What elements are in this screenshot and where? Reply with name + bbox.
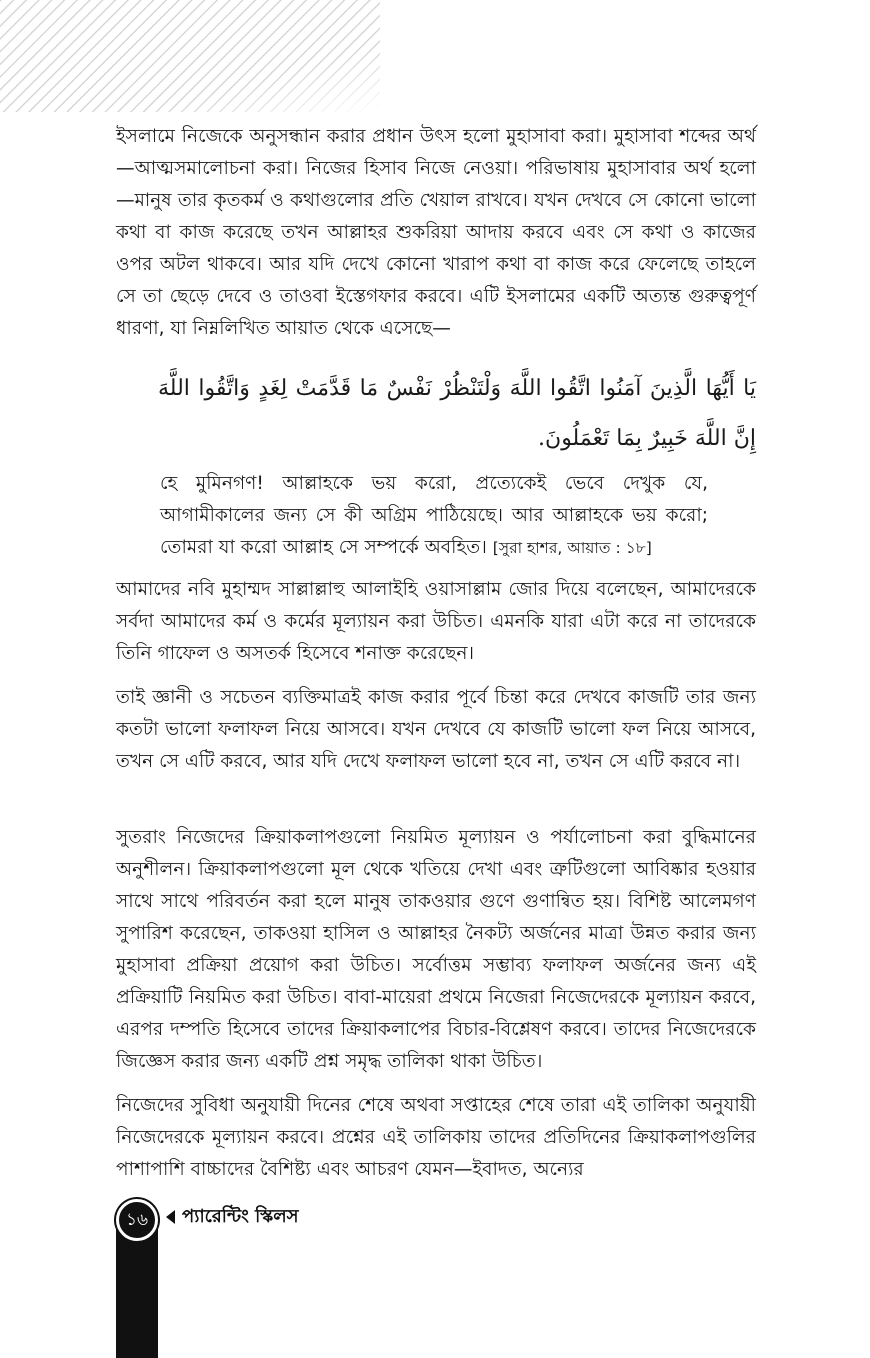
verse-translation [160,468,708,564]
verse-reference: [সুরা হাশর, আয়াত : ১৮] [492,539,652,557]
page-number: ১৬ [116,1199,158,1241]
quran-verse-block [158,364,756,464]
paragraph-prophet-emphasis: আমাদের নবি মুহাম্মদ সাল্লাল্লাহু আলাইহি ওয়াসাল্লাম জোর দিয়ে বলেছেন, আমাদেরকে সর্বদা আমাদের কর্ম ও কর্মের মূল্যায়ন করা উচিত। এমনকি যারা এটা করে না তাদেরকে তিনি গাফেল ও অসতর্ক হিসেবে শনাক্ত করেছেন। [116,579,756,664]
left-arrow-icon [166,1210,175,1224]
paragraph-wise-person: তাই জ্ঞানী ও সচেতন ব্যক্তিমাত্রই কাজ করার পূর্বে চিন্তা করে দেখবে কাজটি তার জন্য কতটা ভালো ফলাফল নিয়ে আসবে। যখন দেখবে যে কাজটি ভালো ফল নিয়ে আসবে, তখন সে এটি করবে, আর যদি দেখে ফলাফল ভালো হবে না, তখন সে এটি করবে না। [116,687,756,772]
arabic-verse-line-2: إِنَّ اللَّهَ خَبِيرٌ بِمَا تَعْمَلُونَ. [538,426,756,451]
paragraph-checklist: নিজেদের সুবিধা অনুযায়ী দিনের শেষে অথবা সপ্তাহের শেষে তারা এই তালিকা অনুযায়ী নিজেদেরকে মূল্যায়ন করবে। প্রশ্নের এই তালিকায় তাদের প্রতিদিনের ক্রিয়াকলাপগুলির পাশাপাশি বাচ্চাদের বৈশিষ্ট্য এবং আচরণ যেমন—ইবাদত, অন্যের [116,1095,756,1180]
verse-translation-text: হে মুমিনগণ! আল্লাহকে ভয় করো, প্রত্যেকেই ভেবে দেখুক যে, আগামীকালের জন্য সে কী অগ্রিম পাঠিয়েছে। আর আল্লাহকে ভয় করো; তোমরা যা করো আল্লাহ সে সম্পর্কে অবহিত। [160,473,708,558]
corner-hatch-decoration [0,0,380,112]
arabic-verse-line-1: يَا أَيُّهَا الَّذِينَ آمَنُوا اتَّقُوا اللَّهَ وَلْتَنْظُرْ نَفْسٌ مَا قَدَّمَتْ لِغَدٍ وَاتَّقُوا اللَّهَ [158,376,756,401]
paragraph-muhasaba-definition: ইসলামে নিজেকে অনুসন্ধান করার প্রধান উৎস হলো মুহাসাবা করা। মুহাসাবা শব্দের অর্থ—আত্মসমালোচনা করা। নিজের হিসাব নিজে নেওয়া। পরিভাষায় মুহাসাবার অর্থ হলো—মানুষ তার কৃতকর্ম ও কথাগুলোর প্রতি খেয়াল রাখবে। যখন দেখবে সে কোনো ভালো কথা বা কাজ করেছে তখন আল্লাহর শুকরিয়া আদায় করবে এবং সে কথা ও কাজের ওপর অটল থাকবে। আর যদি দেখে কোনো খারাপ কথা বা কাজ করে ফেলেছে তাহলে সে তা ছেড়ে দেবে ও তাওবা ইস্তেগফার করবে। এটি ইসলামের একটি অত্যন্ত গুরুত্বপূর্ণ ধারণা, যা নিম্নলিখিত আয়াত থেকে এসেছে— [116,126,756,339]
paragraph-regular-evaluation: সুতরাং নিজেদের ক্রিয়াকলাপগুলো নিয়মিত মূল্যায়ন ও পর্যালোচনা করা বুদ্ধিমানের অনুশীলন। ক্রিয়াকলাপগুলো মূল থেকে খতিয়ে দেখা এবং ত্রুটিগুলো আবিষ্কার হওয়ার সাথে সাথে পরিবর্তন করা হলে মানুষ তাকওয়ার গুণে গুণান্বিত হয়। বিশিষ্ট আলেমগণ সুপারিশ করেছেন, তাকওয়া হাসিল ও আল্লাহর নৈকট্য অর্জনের মাত্রা উন্নত করার জন্য মুহাসাবা প্রক্রিয়া প্রয়োগ করা উচিত। সর্বোত্তম সম্ভাব্য ফলাফল অর্জনের জন্য এই প্রক্রিয়াটি নিয়মিত করা উচিত। বাবা-মায়েরা প্রথমে নিজেরা নিজেদেরকে মূল্যায়ন করবে, এরপর দম্পতি হিসেবে তাদের ক্রিয়াকলাপের বিচার-বিশ্লেষণ করবে। তাদের নিজেদেরকে জিজ্ঞেস করার জন্য একটি প্রশ্ন সমৃদ্ধ তালিকা থাকা উচিত। [116,827,756,1072]
book-title: প্যারেন্টিং স্কিলস [182,1206,299,1227]
